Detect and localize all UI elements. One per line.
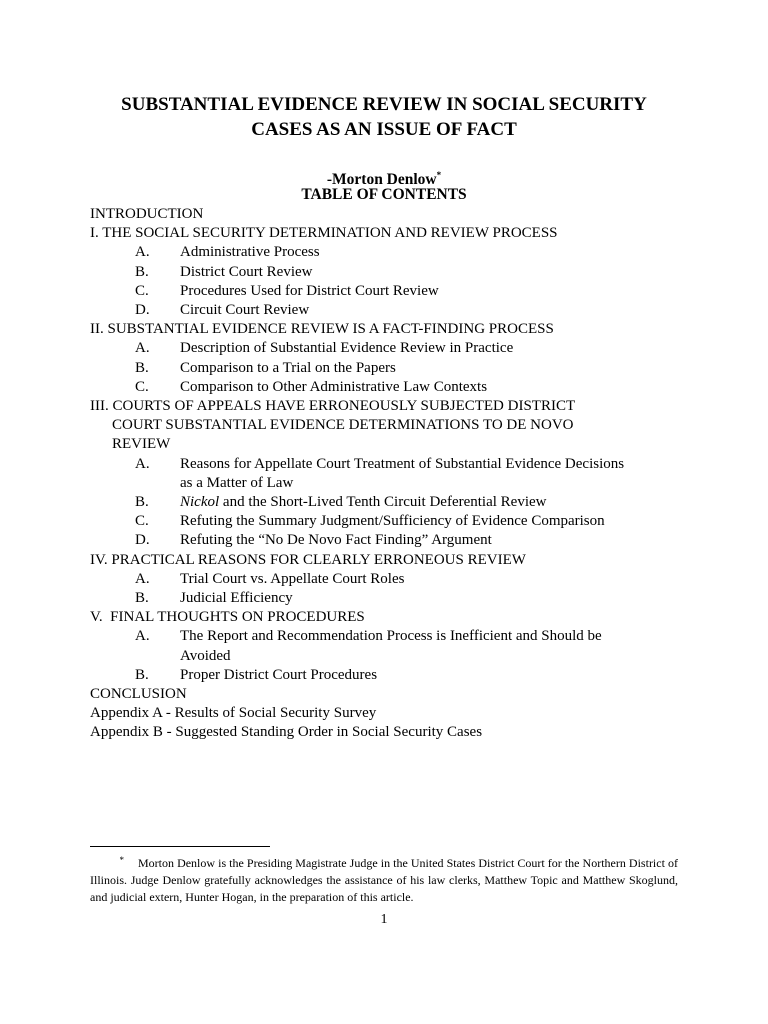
toc-item: A. Trial Court vs. Appellate Court Roles [135,570,405,587]
title-line-1: SUBSTANTIAL EVIDENCE REVIEW IN SOCIAL SECURITY [121,94,647,115]
toc-section-1: I. THE SOCIAL SECURITY DETERMINATION AND REVIEW PROCESS [90,225,558,242]
toc-item: D. Refuting the “No De Novo Fact Finding” Argument [135,532,492,549]
toc-item: A. Administrative Process [135,244,320,261]
page-number: 1 [380,912,388,927]
footnote-divider [90,846,270,847]
toc-section-3-cont: REVIEW [112,436,171,453]
title-line-2: CASES AS AN ISSUE OF FACT [251,119,517,140]
toc-section-3-cont: COURT SUBSTANTIAL EVIDENCE DETERMINATIONS TO DE NOVO [112,417,574,434]
toc-item: B. Judicial Efficiency [135,590,293,607]
footnote [90,852,678,906]
author-footnote-marker: * [436,170,442,180]
toc-conclusion: CONCLUSION [90,686,187,703]
footnote-text: Morton Denlow is the Presiding Magistrate Judge in the United States District Court for the Northern District of Illinois. Judge Denlow gratefully acknowledges the assistance of his law clerks, Matthew Topic and Matthew Skoglund, and judicial extern, Hunter Hogan, in the preparation of this article. [90,856,678,904]
toc-item: A. Reasons for Appellate Court Treatment of Substantial Evidence Decisions [135,455,625,472]
toc-item: A. The Report and Recommendation Process is Inefficient and Should be [135,628,602,645]
footnote-marker: * [119,855,124,865]
toc-item: D. Circuit Court Review [135,302,310,319]
author-name: -Morton Denlow [326,171,437,188]
article-title [60,92,708,142]
toc-item: A. Description of Substantial Evidence Review in Practice [135,340,514,357]
toc-item: B. Nickol and the Short-Lived Tenth Circuit Deferential Review [135,494,547,511]
toc-heading: TABLE OF CONTENTS [301,186,467,203]
toc-item: C. Refuting the Summary Judgment/Sufficiency of Evidence Comparison [135,513,605,530]
case-name: Nickol [180,494,220,511]
toc-section-5: V. FINAL THOUGHTS ON PROCEDURES [90,609,365,626]
toc-item: B. Comparison to a Trial on the Papers [135,359,396,376]
toc-item: C. Comparison to Other Administrative Law Contexts [135,378,488,395]
toc-section-2: II. SUBSTANTIAL EVIDENCE REVIEW IS A FACT-FINDING PROCESS [90,321,554,338]
toc-item-cont: as a Matter of Law [180,474,294,491]
toc-section-4: IV. PRACTICAL REASONS FOR CLEARLY ERRONEOUS REVIEW [90,551,526,568]
toc-appendix-b: Appendix B - Suggested Standing Order in Social Security Cases [90,724,483,741]
toc-item: B. District Court Review [135,263,313,280]
table-of-contents [90,205,690,743]
toc-item-cont: Avoided [180,647,231,664]
toc-appendix-a: Appendix A - Results of Social Security Survey [90,705,377,722]
toc-introduction: INTRODUCTION [90,206,204,222]
toc-section-3: III. COURTS OF APPEALS HAVE ERRONEOUSLY SUBJECTED DISTRICT [90,398,576,415]
toc-item: C. Procedures Used for District Court Review [135,282,439,299]
toc-item: B. Proper District Court Procedures [135,666,378,683]
